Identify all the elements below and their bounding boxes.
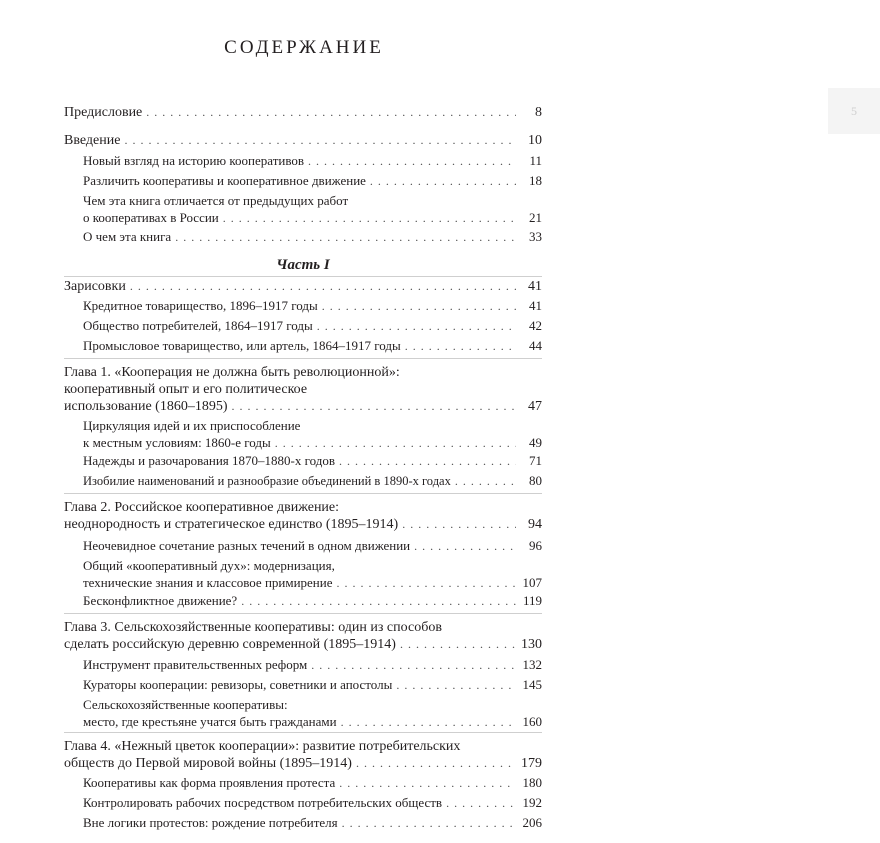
toc-subentry[interactable] (83, 297, 542, 315)
toc-subentry[interactable] (83, 337, 542, 355)
dot-leader (130, 278, 516, 295)
dot-leader (339, 453, 516, 470)
toc-entry-chapter-3[interactable] (64, 619, 542, 653)
toc-subentry[interactable] (83, 192, 542, 227)
toc-page-number: 8 (535, 105, 542, 120)
toc-subentry[interactable] (83, 794, 542, 812)
toc-entry-title: Кредитное товарищество, 1896–1917 годы (83, 298, 318, 313)
toc-entry-title: Промысловое товарищество, или артель, 1864–1917 годы (83, 338, 401, 353)
dot-leader (342, 815, 516, 832)
toc-subentry[interactable] (83, 152, 542, 170)
toc-entry-title-line: место, где крестьяне учатся быть гражданами (83, 714, 337, 729)
dot-leader (402, 516, 516, 533)
toc-entry-title-line: неоднородность и стратегическое единство (1895–1914) (64, 517, 399, 532)
divider (64, 493, 542, 494)
toc-page-number: 41 (528, 279, 542, 294)
toc-page-number: 47 (528, 399, 542, 414)
dot-leader (414, 538, 516, 555)
toc-entry-title: Введение (64, 133, 121, 148)
dot-leader (308, 153, 516, 170)
dot-leader (396, 677, 516, 694)
toc-page-number: 44 (529, 338, 542, 353)
toc-subentry[interactable] (83, 472, 542, 490)
toc-subentry[interactable] (83, 172, 542, 190)
dot-leader (223, 210, 516, 227)
toc-entry-title: Общество потребителей, 1864–1917 годы (83, 318, 313, 333)
dot-leader (341, 714, 516, 731)
toc-entry-title: Вне логики протестов: рождение потребителя (83, 815, 338, 830)
toc-page-number: 21 (529, 210, 542, 225)
toc-page-number: 160 (522, 714, 542, 729)
divider (64, 276, 542, 277)
toc-entry-title: Неочевидное сочетание разных течений в одном движении (83, 538, 411, 553)
toc-entry-title-line: кооперативный опыт и его политическое (64, 382, 308, 397)
toc-entry-title-line: о кооперативах в России (83, 210, 219, 225)
divider (64, 732, 542, 733)
toc-page-number: 107 (522, 575, 542, 590)
toc-entry-title-line: Глава 3. Сельскохозяйственные кооперативы: один из способов (64, 620, 442, 635)
toc-page-number: 94 (528, 517, 542, 532)
dot-leader (275, 435, 516, 452)
toc-entry-title: Предисловие (64, 105, 143, 120)
toc-entry-title-line: Глава 2. Российское кооперативное движение: (64, 500, 340, 515)
toc-page-number: 119 (522, 593, 542, 608)
toc-entry-title: Различить кооперативы и кооперативное движение (83, 173, 366, 188)
toc-entry-chapter-2[interactable] (64, 499, 542, 533)
toc-entry-chapter-4[interactable] (64, 738, 542, 772)
dot-leader (405, 338, 516, 355)
toc-entry-chapter-1[interactable] (64, 364, 542, 415)
toc-entry-title-line: Глава 4. «Нежный цветок кооперации»: развитие потребительских (64, 739, 461, 754)
part-heading: Часть I (276, 257, 330, 273)
toc-entry-title: Кооперативы как форма проявления протеста (83, 775, 336, 790)
toc-entry-preface[interactable] (64, 104, 542, 121)
dot-leader (232, 398, 517, 415)
toc-subentry[interactable] (83, 557, 542, 592)
dot-leader (455, 473, 516, 490)
toc-page-number: 96 (529, 538, 542, 553)
dot-leader (337, 575, 517, 592)
toc-entry-title-line: к местным условиям: 1860-е годы (83, 435, 271, 450)
toc-entry-title-line: обществ до Первой мировой войны (1895–1914) (64, 756, 352, 771)
toc-entry-introduction[interactable] (64, 132, 542, 149)
toc-entry-title: Инструмент правительственных реформ (83, 657, 308, 672)
toc-entry-title: Контролировать рабочих посредством потребительских обществ (83, 795, 443, 810)
dot-leader (370, 173, 516, 190)
dot-leader (356, 755, 516, 772)
toc-entry-title-line: технические знания и классовое примирение (83, 575, 333, 590)
toc-entry-title: Бесконфликтное движение? (83, 593, 238, 608)
toc-entry-title: Зарисовки (64, 279, 126, 294)
toc-entry-title: Надежды и разочарования 1870–1880-х годов (83, 453, 335, 468)
dot-leader (146, 104, 516, 121)
toc-page-number: 180 (522, 775, 542, 790)
toc-subentry[interactable] (83, 676, 542, 694)
dot-leader (175, 229, 516, 246)
divider (64, 358, 542, 359)
toc-page-number: 145 (522, 677, 542, 692)
toc-subentry[interactable] (83, 317, 542, 335)
toc-subentry[interactable] (83, 592, 542, 610)
toc-page-number: 10 (528, 133, 542, 148)
toc-entry-title: Новый взгляд на историю кооперативов (83, 153, 305, 168)
toc-entry-title-line: Сельскохозяйственные кооперативы: (83, 697, 288, 712)
toc-entry-title: О чем эта книга (83, 229, 172, 244)
toc-subentry[interactable] (83, 774, 542, 792)
toc-entry-title-line: Циркуляция идей и их приспособление (83, 418, 301, 433)
dot-leader (311, 657, 516, 674)
toc-entry-sketches[interactable] (64, 278, 542, 295)
dot-leader (317, 318, 516, 335)
toc-page-number: 71 (529, 453, 542, 468)
toc-entry-title-line: сделать российскую деревню современной (1895–1914) (64, 637, 396, 652)
toc-page-number: 130 (521, 637, 542, 652)
toc-subentry[interactable] (83, 417, 542, 452)
toc-subentry[interactable] (83, 814, 542, 832)
toc-entry-title-line: Глава 1. «Кооперация не должна быть революционной»: (64, 365, 400, 380)
toc-page-number: 33 (529, 229, 542, 244)
dot-leader (446, 795, 516, 812)
dot-leader (400, 636, 516, 653)
dot-leader (322, 298, 516, 315)
toc-entry-title-line: Общий «кооперативный дух»: модернизация, (83, 558, 335, 573)
page-side-tab: 5 (828, 88, 880, 134)
toc-page-number: 42 (529, 318, 542, 333)
toc-page-number: 192 (522, 795, 542, 810)
dot-leader (241, 593, 516, 610)
toc-page-number: 132 (522, 657, 542, 672)
dot-leader (339, 775, 516, 792)
page-title: СОДЕРЖАНИЕ (224, 37, 384, 58)
toc-entry-title: Изобилие наименований и разнообразие объединений в 1890-х годах (83, 474, 451, 488)
toc-page-number: 18 (529, 173, 542, 188)
toc-subentry[interactable] (83, 656, 542, 674)
toc-subentry[interactable] (83, 537, 542, 555)
toc-page-number: 11 (529, 153, 542, 168)
dot-leader (124, 132, 516, 149)
toc-subentry[interactable] (83, 696, 542, 731)
toc-subentry[interactable] (83, 228, 542, 246)
divider (64, 613, 542, 614)
toc-page-number: 179 (521, 756, 542, 771)
toc-page-number: 41 (529, 298, 542, 313)
toc-entry-title-line: использование (1860–1895) (64, 399, 228, 414)
toc-subentry[interactable] (83, 452, 542, 470)
toc-page-number: 206 (522, 815, 542, 830)
toc-page-number: 80 (529, 473, 542, 488)
toc-entry-title: Кураторы кооперации: ревизоры, советники и апостолы (83, 677, 393, 692)
toc-entry-title-line: Чем эта книга отличается от предыдущих работ (83, 193, 349, 208)
toc-page-number: 49 (529, 435, 542, 450)
